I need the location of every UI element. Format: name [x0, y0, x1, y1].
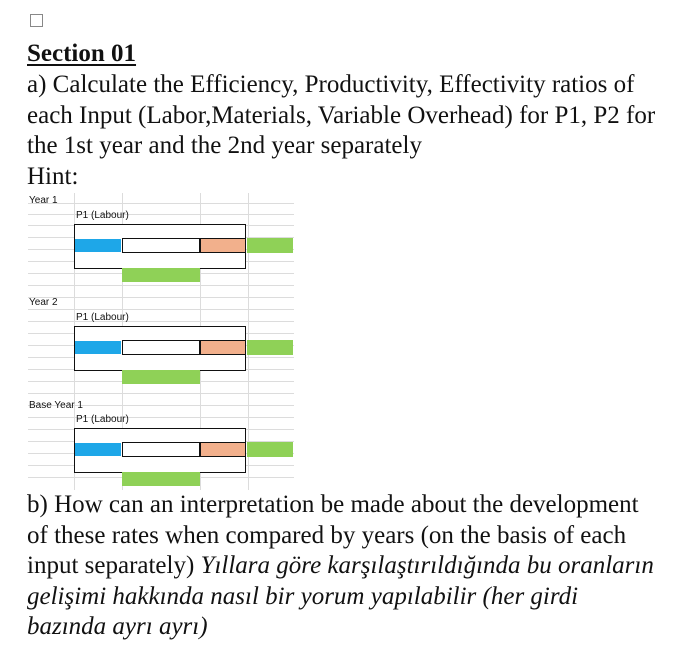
block-2-blue-cell: [75, 341, 121, 354]
part-b-line-3-italic: Yıllara göre karşılaştırıldığında bu oranların: [200, 552, 654, 579]
block-3-cell-b: [122, 442, 200, 457]
part-b-line-3-plain: input separately): [27, 552, 201, 579]
part-b-line-4-italic: gelişimi hakkında nasıl bir yorum yapılabilir (her girdi: [27, 582, 579, 610]
part-b-line-4: [27, 582, 654, 613]
block-3-orange-cell: [200, 442, 246, 457]
block-3-label: Base Year 1: [29, 400, 83, 411]
hint-spreadsheet-image: [28, 193, 294, 490]
part-b-line-1: b) How can an interpretation be made about the development: [27, 491, 639, 518]
block-1-label: Year 1: [29, 195, 58, 206]
block-1-green-cell-bottom: [122, 268, 200, 282]
checkbox[interactable]: [30, 14, 43, 27]
hint-label: Hint:: [27, 163, 79, 190]
block-2-cell-b: [122, 340, 200, 355]
part-b-line-5: [27, 612, 654, 643]
block-1-blue-cell: [75, 239, 121, 252]
part-b-line-3: [27, 551, 654, 582]
block-3-blue-cell: [75, 443, 121, 456]
block-2-sublabel: P1 (Labour): [76, 312, 129, 323]
block-3-green-cell-right: [247, 442, 293, 457]
part-b-line-5-italic: bazında ayrı ayrı): [27, 613, 208, 640]
block-3-green-cell-bottom: [122, 472, 200, 486]
block-2-green-cell-right: [247, 340, 293, 355]
part-a-line-3: the 1st year and the 2nd year separately: [27, 132, 422, 159]
part-b-line-2: of these rates when compared by years (on the basis of each: [27, 521, 627, 549]
block-1-sublabel: P1 (Labour): [76, 210, 129, 221]
part-b-question: [27, 490, 654, 643]
block-3-sublabel: P1 (Labour): [76, 414, 129, 425]
block-1-green-cell-right: [247, 238, 293, 253]
block-2-orange-cell: [200, 340, 246, 355]
part-a-question: [27, 70, 655, 162]
section-title: Section 01: [27, 40, 137, 67]
block-1-cell-b: [122, 238, 200, 253]
part-a-line-1: a) Calculate the Efficiency, Productivity, Effectivity ratios of: [27, 71, 635, 98]
part-a-line-2: each Input (Labor,Materials, Variable Overhead) for P1, P2 for: [27, 101, 656, 129]
block-2-green-cell-bottom: [122, 370, 200, 384]
block-1-orange-cell: [200, 238, 246, 253]
block-2-label: Year 2: [29, 297, 58, 308]
